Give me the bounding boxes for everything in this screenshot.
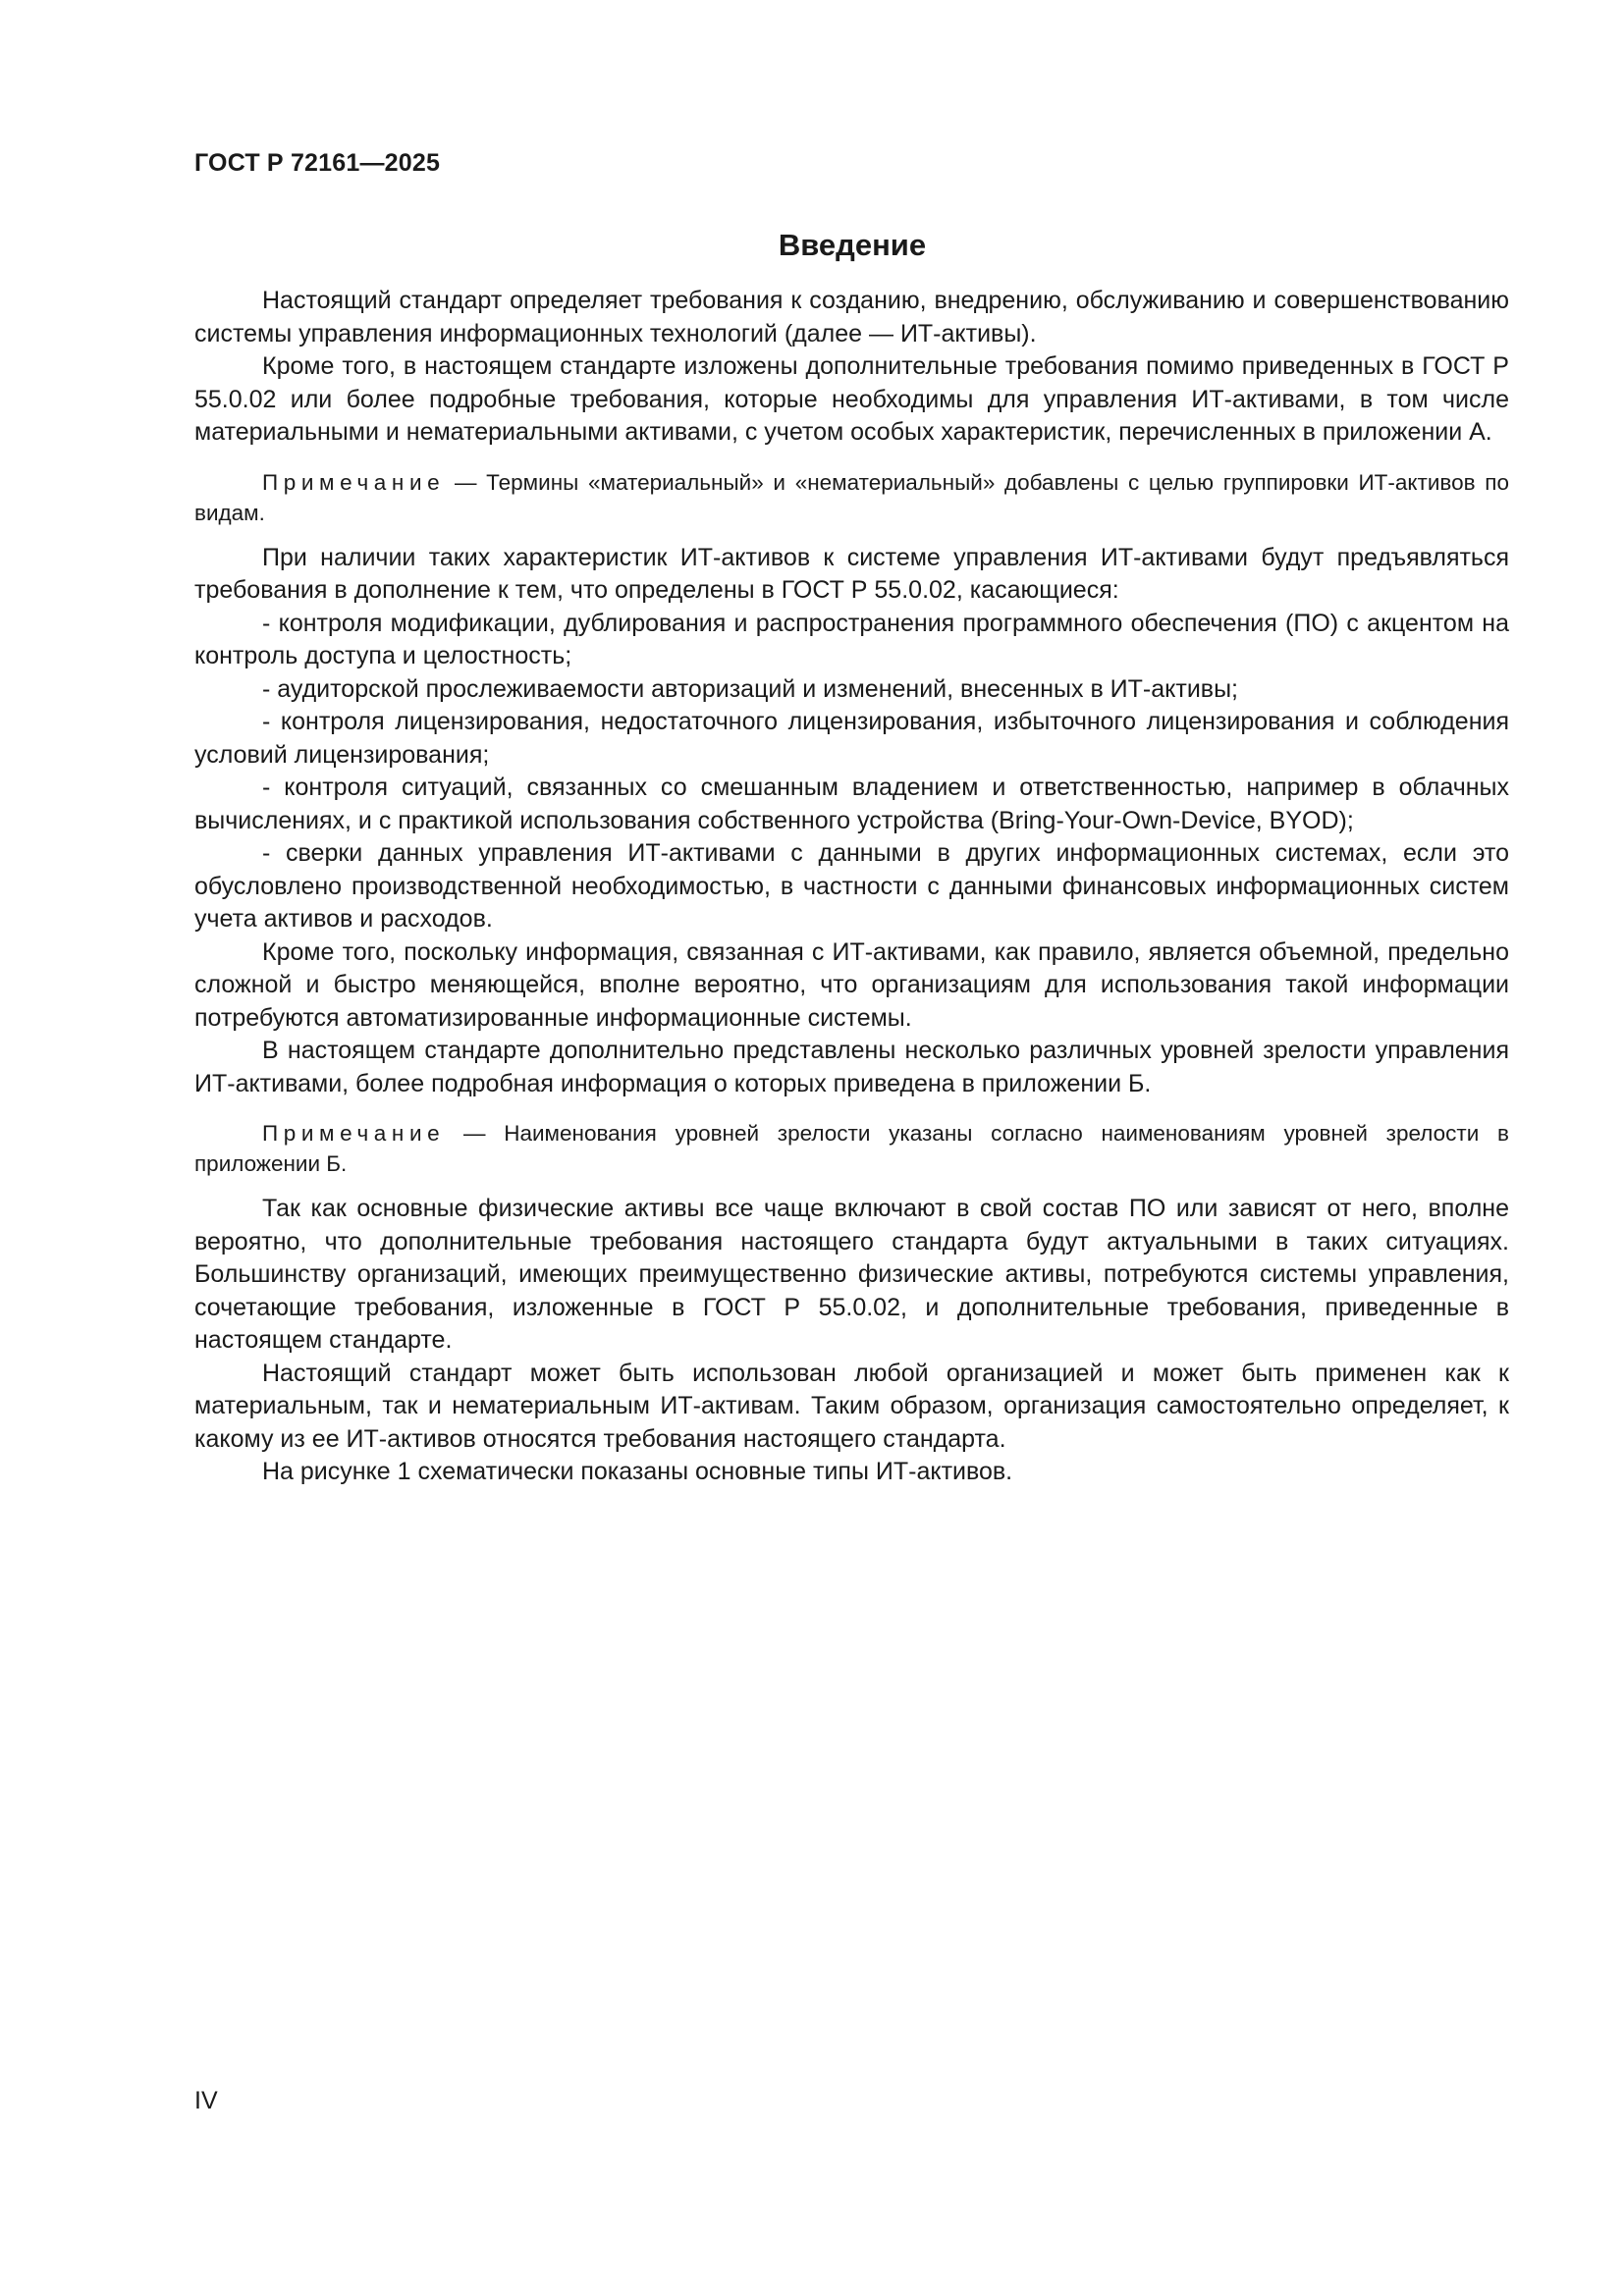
paragraph: Настоящий стандарт может быть использован любой организацией и может быть применен как к материальным, так и нематериальным ИТ-активам. Таким образом, организация самостоятельно определяет, к какому из ее ИТ-активов относятся требования настоящего стандарта. <box>194 1359 1509 1453</box>
paragraph: В настоящем стандарте дополнительно представлены несколько различных уровней зрелости управления ИТ-активами, более подробная информация о которых приведена в приложении Б. <box>194 1037 1509 1097</box>
list-item: - контроля лицензирования, недостаточного лицензирования, избыточного лицензирования и соблюдения условий лицензирования; <box>194 708 1509 769</box>
paragraph: Так как основные физические активы все чаще включают в свой состав ПО или зависят от него, вполне вероятно, что дополнительные требования настоящего стандарта будут актуальными в таких ситуациях. Большинству организаций, имеющих преимущественно физические активы, потребуются системы управления, сочетающие требования, изложенные в ГОСТ Р 55.0.02, и дополнительные требования, приведенные в настоящем стандарте. <box>194 1195 1509 1354</box>
paragraph: При наличии таких характеристик ИТ-активов к системе управления ИТ-активами будут предъявляться требования в дополнение к тем, что определены в ГОСТ Р 55.0.02, касающиеся: <box>194 543 1509 604</box>
paragraph: Кроме того, в настоящем стандарте изложены дополнительные требования помимо приведенных в ГОСТ Р 55.0.02 или более подробные требования, которые необходимы для управления ИТ-активами, в том числе материальными и нематериальными активами, с учетом особых характеристик, перечисленных в приложении А. <box>194 352 1509 446</box>
paragraph: Кроме того, поскольку информация, связанная с ИТ-активами, как правило, является объемной, предельно сложной и быстро меняющейся, вполне вероятно, что организациям для использования такой информации потребуются автоматизированные информационные системы. <box>194 937 1509 1032</box>
paragraph: Настоящий стандарт определяет требования к созданию, внедрению, обслуживанию и совершенствованию системы управления информационных технологий (далее — ИТ-активы). <box>194 287 1509 347</box>
document-body <box>194 285 1509 1489</box>
note <box>194 467 1509 528</box>
list-item: - контроля ситуаций, связанных со смешанным владением и ответственностью, например в облачных вычислениях, и с практикой использования собственного устройства (Bring-Your-Own-Device, BYOD); <box>194 774 1509 834</box>
section-title: Введение <box>778 228 927 262</box>
paragraph: На рисунке 1 схематически показаны основные типы ИТ-активов. <box>262 1458 1013 1485</box>
list-item: - сверки данных управления ИТ-активами с данными в других информационных системах, если это обусловлено производственной необходимостью, в частности с данными финансовых информационных систем учета активов и расходов. <box>194 839 1509 933</box>
document-number: ГОСТ Р 72161—2025 <box>194 149 441 177</box>
note-text: — Наименования уровней зрелости указаны согласно наименованиям уровней зрелости в приложении Б. <box>194 1121 1509 1176</box>
list-item: - контроля модификации, дублирования и распространения программного обеспечения (ПО) с акцентом на контроль доступа и целостность; <box>194 609 1509 669</box>
page-number: IV <box>194 2087 218 2114</box>
note <box>194 1118 1509 1179</box>
note-label: Примечание <box>262 469 446 495</box>
note-text: — Термины «материальный» и «нематериальный» добавлены с целью группировки ИТ-активов по видам. <box>194 469 1509 525</box>
note-label: Примечание <box>262 1121 446 1146</box>
list-item: - аудиторской прослеживаемости авторизаций и изменений, внесенных в ИТ-активы; <box>262 674 1238 703</box>
